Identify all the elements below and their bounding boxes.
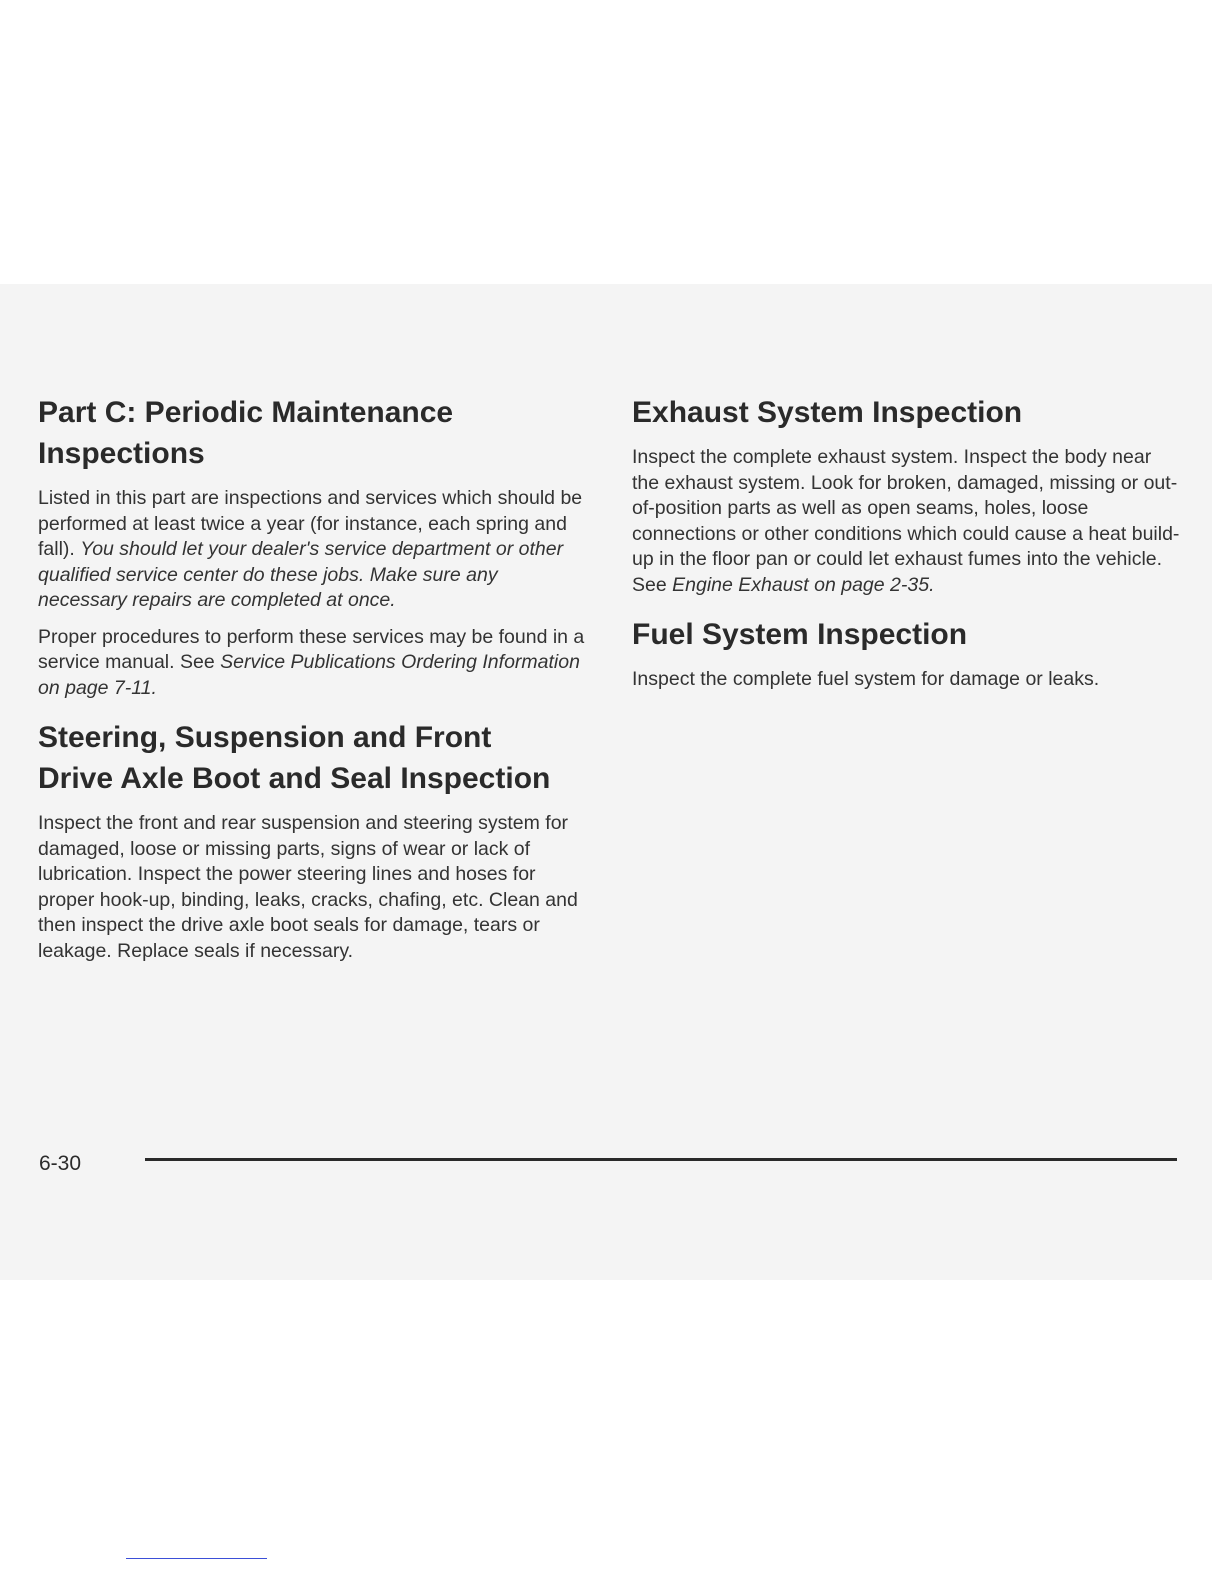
page-number: 6-30 bbox=[39, 1152, 82, 1175]
section-steering-inspection bbox=[38, 717, 590, 964]
right-column bbox=[632, 392, 1180, 704]
exhaust-paragraph bbox=[632, 445, 1180, 598]
engine-exhaust-reference: Engine Exhaust on page 2-35. bbox=[672, 573, 935, 596]
section-fuel-inspection bbox=[632, 614, 1180, 693]
heading-line-1: Steering, Suspension and Front bbox=[38, 721, 492, 754]
section-heading-fuel: Fuel System Inspection bbox=[632, 618, 968, 651]
procedures-paragraph bbox=[38, 625, 590, 702]
left-column bbox=[38, 392, 590, 975]
periodic-intro-text: Listed in this part are inspections and services which should be performed at least twice a year (for instance, each spring and fall). bbox=[38, 487, 583, 560]
heading-line-1: Part C: Periodic Maintenance bbox=[38, 396, 454, 429]
section-exhaust-inspection bbox=[632, 392, 1180, 598]
section-heading-steering bbox=[38, 717, 590, 799]
heading-line-2: Inspections bbox=[38, 437, 205, 470]
section-heading-periodic-maintenance bbox=[38, 392, 590, 474]
periodic-intro-paragraph bbox=[38, 486, 590, 614]
fuel-paragraph: Inspect the complete fuel system for damage or leaks. bbox=[632, 668, 1100, 690]
section-heading-exhaust: Exhaust System Inspection bbox=[632, 396, 1023, 429]
procedures-text: Proper procedures to perform these services may be found in a service manual. See bbox=[38, 625, 585, 673]
section-periodic-maintenance bbox=[38, 392, 590, 701]
footer-rule bbox=[145, 1158, 1177, 1161]
bottom-divider bbox=[126, 1558, 267, 1559]
periodic-intro-emphasis: You should let your dealer's service department or other qualified service center do these jobs. Make sure any necessary repairs are completed at once. bbox=[38, 538, 564, 611]
heading-line-2: Drive Axle Boot and Seal Inspection bbox=[38, 762, 551, 795]
steering-paragraph: Inspect the front and rear suspension and steering system for damaged, loose or missing parts, signs of wear or lack of lubrication. Inspect the power steering lines and hoses for proper hook-up, binding, leaks, cracks, chafing, etc. Clean and then inspect the drive axle boot seals for damage, tears or leakage. Replace seals if necessary. bbox=[38, 812, 578, 962]
exhaust-text: Inspect the complete exhaust system. Inspect the body near the exhaust system. Look for broken, damaged, missing or out-of-position parts as well as open seams, holes, loose connections or other conditions which could cause a heat build-up in the floor pan or could let exhaust fumes into the vehicle. See bbox=[632, 446, 1180, 596]
service-publications-reference: Service Publications Ordering Information on page 7-11. bbox=[38, 651, 580, 699]
